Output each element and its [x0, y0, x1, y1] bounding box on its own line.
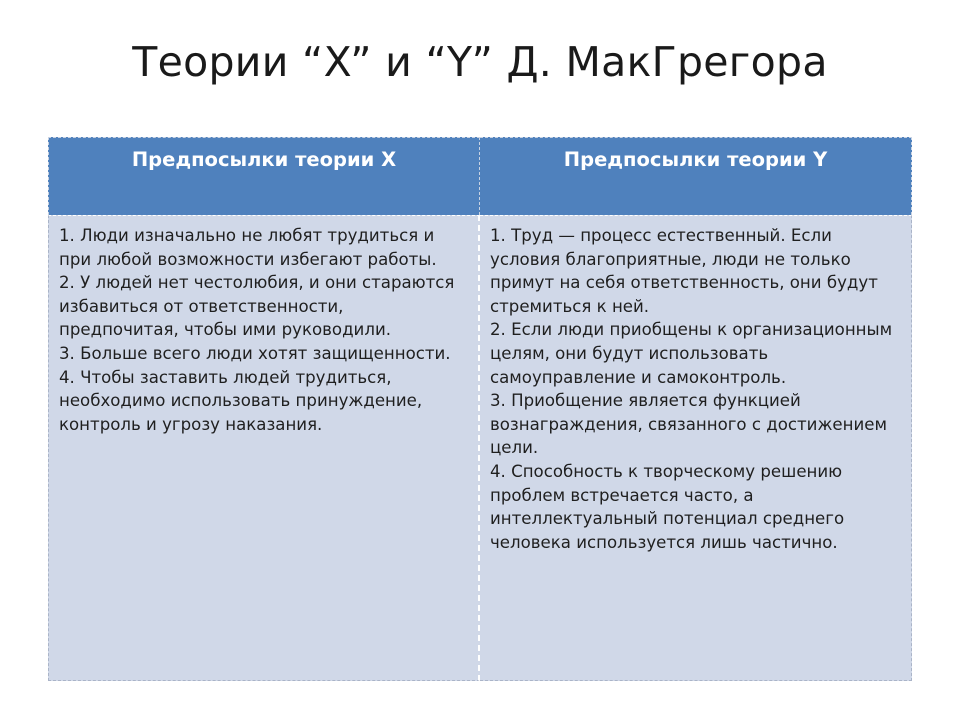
theory-x-item-3: 3. Больше всего люди хотят защищенности. [59, 343, 451, 363]
theory-x-item-1: 1. Люди изначально не любят трудиться и при любой возможности избегают работы. [59, 226, 437, 269]
slide-title: Теории “X” и “Y” Д. МакГрегора [132, 38, 828, 86]
theory-y-item-4: 4. Способность к творческому решению проблем встречается часто, а интеллектуальный потенциал среднего человека используется лишь частично. [490, 461, 845, 552]
theory-y-cell [480, 215, 912, 681]
table-header-theory-y: Предпосылки теории Y [480, 137, 912, 215]
theory-x-item-2: 2. У людей нет честолюбия, и они стараются избавиться от ответственности, предпочитая, чтобы ими руководили. [59, 273, 455, 340]
theory-y-item-3: 3. Приобщение является функцией вознаграждения, связанного с достижением цели. [490, 391, 887, 458]
theory-x-cell [48, 215, 480, 681]
table-header-theory-x: Предпосылки теории X [48, 137, 480, 215]
comparison-table [48, 137, 912, 681]
theory-x-item-4: 4. Чтобы заставить людей трудиться, необходимо использовать принуждение, контроль и угрозу наказания. [59, 367, 423, 434]
theory-y-item-2: 2. Если люди приобщены к организационным целям, они будут использовать самоуправление и самоконтроль. [490, 320, 893, 387]
theory-y-item-1: 1. Труд — процесс естественный. Если условия благоприятные, люди не только примут на себя ответственность, они будут стремиться к ней. [490, 226, 878, 316]
